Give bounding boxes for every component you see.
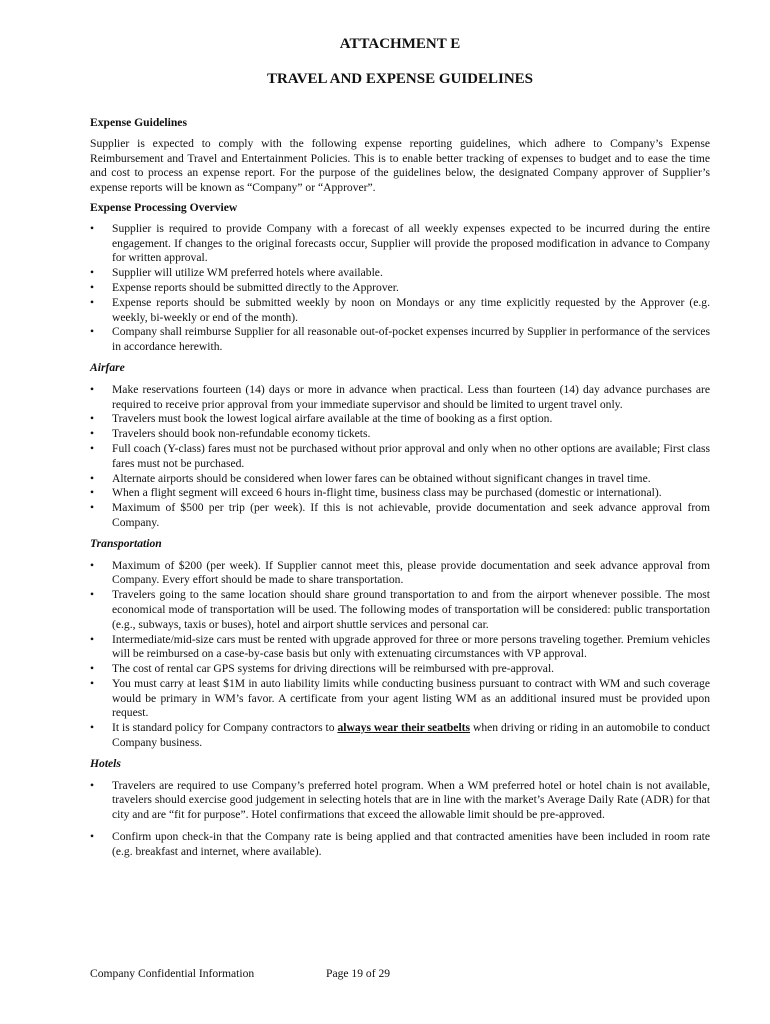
bullet-icon: •: [90, 632, 95, 646]
transportation-heading: Transportation: [90, 536, 162, 550]
bullet-icon: •: [90, 558, 95, 572]
footer-confidential: Company Confidential Information: [90, 967, 255, 980]
bullet-icon: •: [90, 441, 95, 455]
bullet-icon: •: [90, 266, 95, 280]
hotels-list: [90, 779, 710, 860]
bullet-icon: •: [90, 778, 95, 792]
bullet-icon: •: [90, 486, 95, 500]
bullet-icon: •: [90, 295, 95, 309]
bullet-icon: •: [90, 427, 95, 441]
list-item: • Maximum of $200 (per week). If Supplier cannot meet this, please provide documentation and seek advance approval from Company. Every effort should be made to share transportation.: [90, 558, 710, 587]
bullet-icon: •: [90, 325, 95, 339]
bullet-icon: •: [90, 830, 95, 844]
airfare-list: [90, 383, 710, 531]
footer-page-number: Page 19 of 29: [326, 967, 391, 980]
bullet-icon: •: [90, 662, 95, 676]
attachment-label: ATTACHMENT E: [339, 36, 461, 52]
list-item: • Travelers are required to use Company’s preferred hotel program. When a WM preferred hotel or hotel chain is not available, travelers should exercise good judgement in selecting hotels that are in line with the market’s Average Daily Rate (ADR) for that city and are “fit for purpose”. Hotel confirmations that exceed the allowable limit should be pre-approved.: [90, 778, 710, 822]
list-item: • When a flight segment will exceed 6 hours in-flight time, business class may be purchased (domestic or international).: [90, 486, 662, 500]
bullet-icon: •: [90, 471, 95, 485]
processing-overview-heading: Expense Processing Overview: [90, 200, 238, 214]
list-item: • You must carry at least $1M in auto liability limits while conducting business pursuant to contract with WM and such coverage would be primary in WM’s favor. A certificate from your agent listing WM as an additional insured must be provided upon request.: [90, 676, 710, 720]
document-title: TRAVEL AND EXPENSE GUIDELINES: [266, 71, 534, 87]
list-item: • Travelers must book the lowest logical airfare available at the time of booking as a first option.: [90, 412, 553, 426]
transportation-list: [90, 559, 710, 751]
list-item: • Expense reports should be submitted weekly by noon on Mondays or any time explicitly requested by the Approver (e.g. weekly, bi-weekly or end of the month).: [90, 295, 710, 324]
document-body: [90, 116, 710, 867]
expense-guidelines-heading: Expense Guidelines: [90, 116, 187, 129]
bullet-icon: •: [90, 676, 95, 690]
list-item: • Full coach (Y-class) fares must not be purchased without prior approval and only when no other options are available; First class fares must not be purchased.: [90, 441, 710, 470]
bullet-icon: •: [90, 280, 95, 294]
bullet-icon: •: [90, 588, 95, 602]
bullet-icon: •: [90, 721, 95, 735]
bullet-icon: •: [90, 221, 95, 235]
hotels-heading: Hotels: [90, 756, 121, 770]
list-item: • Company shall reimburse Supplier for all reasonable out-of-pocket expenses incurred by Supplier in performance of the services in accordance herewith.: [90, 325, 710, 354]
list-item: • The cost of rental car GPS systems for driving directions will be reimbursed with pre-approval.: [90, 662, 555, 676]
list-item: • Confirm upon check-in that the Company rate is being applied and that contracted amenities have been included in room rate (e.g. breakfast and internet, where available).: [90, 830, 710, 858]
list-item: • Expense reports should be submitted directly to the Approver.: [90, 280, 399, 294]
bullet-icon: •: [90, 412, 95, 426]
processing-list: [90, 222, 710, 355]
airfare-heading: Airfare: [90, 360, 125, 374]
bullet-icon: •: [90, 382, 95, 396]
expense-guidelines-paragraph: Supplier is expected to comply with the following expense reporting guidelines, which adhere to Company’s Expense Reimbursement and Travel and Entertainment Policies. This is to enable better tracking of expenses to budget and to ease the time and cost to process an expense report. For the purpose of the guidelines below, the designated Company approver of Supplier’s expense reports will be known as “Company” or “Approver”.: [90, 136, 710, 195]
list-item: • Alternate airports should be considered when lower fares can be obtained without significant changes in travel time.: [90, 471, 651, 485]
list-item: • Intermediate/mid-size cars must be rented with upgrade approved for three or more persons traveling together. Premium vehicles will be reimbursed on a case-by-case basis but only with extenuating circumstances with VP approval.: [90, 632, 710, 661]
list-item: • Make reservations fourteen (14) days or more in advance when practical. Less than fourteen (14) day advance purchases are required to receive prior approval from your immediate supervisor and should be limited to urgent travel only.: [90, 382, 710, 411]
list-item: • Maximum of $500 per trip (per week). If this is not achievable, provide documentation and seek advance approval from Company.: [90, 501, 710, 529]
list-item: • Travelers should book non-refundable economy tickets.: [90, 427, 371, 441]
list-item: • Supplier is required to provide Company with a forecast of all weekly expenses expected to be incurred during the entire engagement. If changes to the original forecasts occur, Supplier will provide the proposed modification in advance to Company for written approval.: [90, 221, 710, 265]
list-item: • It is standard policy for Company contractors to always wear their seatbelts when driving or riding in an automobile to conduct Company business.: [90, 721, 710, 750]
list-item: • Travelers going to the same location should share ground transportation to and from the airport whenever possible. The most economical mode of transportation will be used. The following modes of transportation will be considered: public transportation (e.g., subways, taxis or buses), hotel and airport shuttle services and personal car.: [90, 588, 710, 631]
list-item: • Supplier will utilize WM preferred hotels where available.: [90, 266, 383, 280]
seatbelt-emphasis: always wear their seatbelts: [337, 721, 471, 735]
bullet-icon: •: [90, 501, 95, 515]
